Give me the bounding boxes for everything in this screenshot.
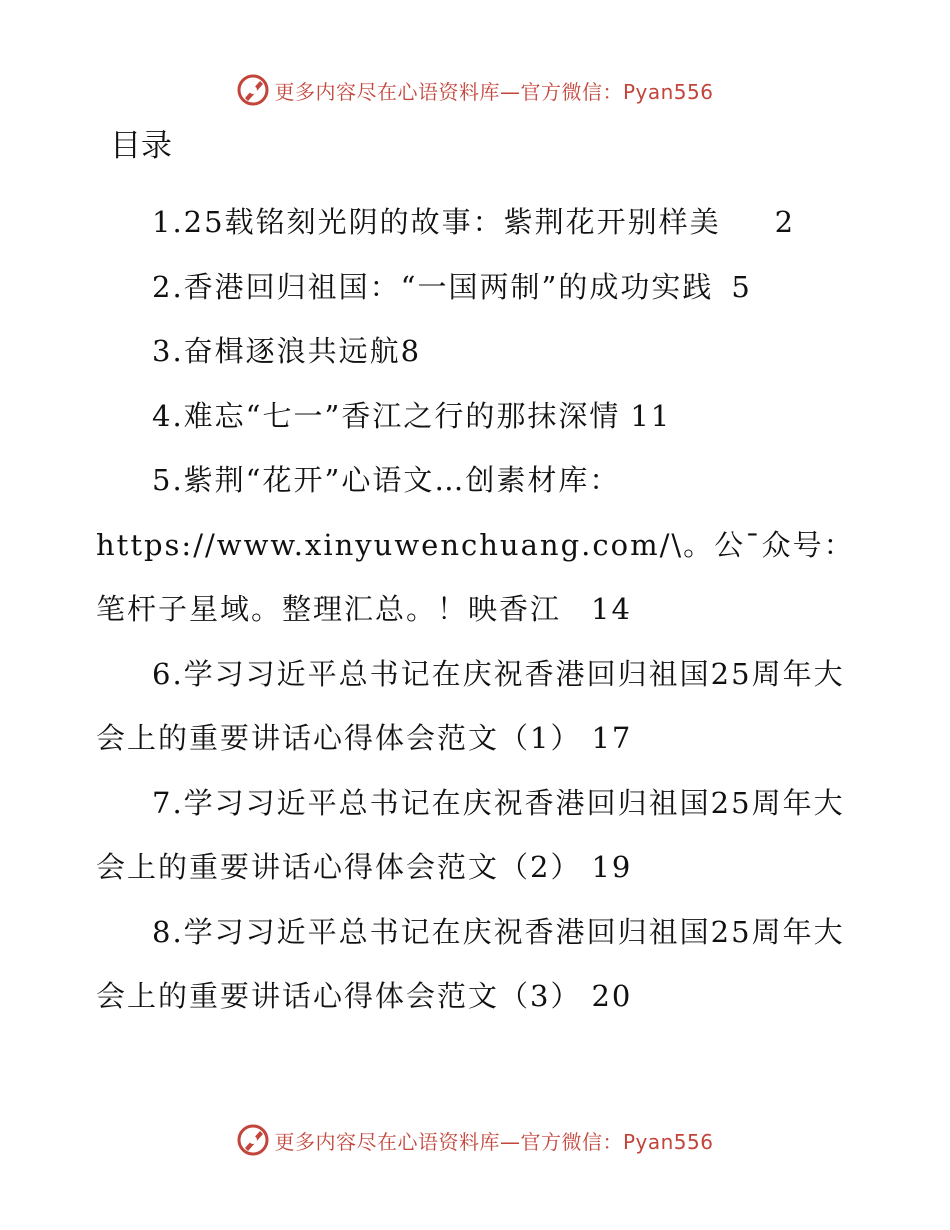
watermark-text: 更多内容尽在心语资料库—官方微信：Pyan556 xyxy=(274,1129,714,1154)
toc-item-text: 6.学习习近平总书记在庆祝香港回归祖国25周年大会上的重要讲话心得体会范文（1） xyxy=(96,656,845,755)
toc-item-page: 19 xyxy=(591,850,633,884)
toc-item-text: 5.紫荆“花开”心语文…创素材库：https://www.xinyuwenchuang.com/\。公¯众号：笔杆子星域。整理汇总。！映香江 xyxy=(96,463,855,626)
watermark-text: 更多内容尽在心语资料库—官方微信：Pyan556 xyxy=(274,79,714,104)
toc-item-page: 17 xyxy=(591,721,633,755)
toc-item[interactable] xyxy=(96,319,856,384)
table-of-contents xyxy=(96,190,856,1029)
toc-item[interactable] xyxy=(96,900,856,1029)
pen-logo-icon xyxy=(236,1123,270,1157)
pen-logo-icon xyxy=(236,73,270,107)
toc-item[interactable] xyxy=(96,771,856,900)
toc-item[interactable] xyxy=(96,255,856,320)
toc-item-page: 5 xyxy=(731,269,752,304)
toc-item-text: 1.25载铭刻光阴的故事：紫荆花开别样美 xyxy=(152,205,721,239)
toc-item-page: 14 xyxy=(591,592,632,626)
toc-item-page: 2 xyxy=(774,205,796,239)
toc-item-text: 4.难忘“七一”香江之行的那抹深情 xyxy=(152,398,621,433)
toc-item-text: 2.香港回归祖国：“一国两制”的成功实践 xyxy=(152,269,714,304)
toc-title: 目录 xyxy=(110,128,172,164)
toc-item[interactable] xyxy=(96,384,856,449)
toc-item-text: 8.学习习近平总书记在庆祝香港回归祖国25周年大会上的重要讲话心得体会范文（3） xyxy=(96,914,845,1013)
toc-item[interactable] xyxy=(96,642,856,771)
header-watermark xyxy=(0,70,950,110)
toc-item[interactable] xyxy=(96,448,856,642)
footer-watermark xyxy=(0,1120,950,1160)
toc-item-text: 3.奋楫逐浪共远航 xyxy=(152,334,401,368)
toc-item[interactable] xyxy=(96,190,856,255)
toc-item-page: 11 xyxy=(630,398,672,433)
toc-item-page: 8 xyxy=(400,334,422,368)
toc-item-page: 20 xyxy=(591,979,633,1013)
toc-item-text: 7.学习习近平总书记在庆祝香港回归祖国25周年大会上的重要讲话心得体会范文（2） xyxy=(96,785,845,884)
